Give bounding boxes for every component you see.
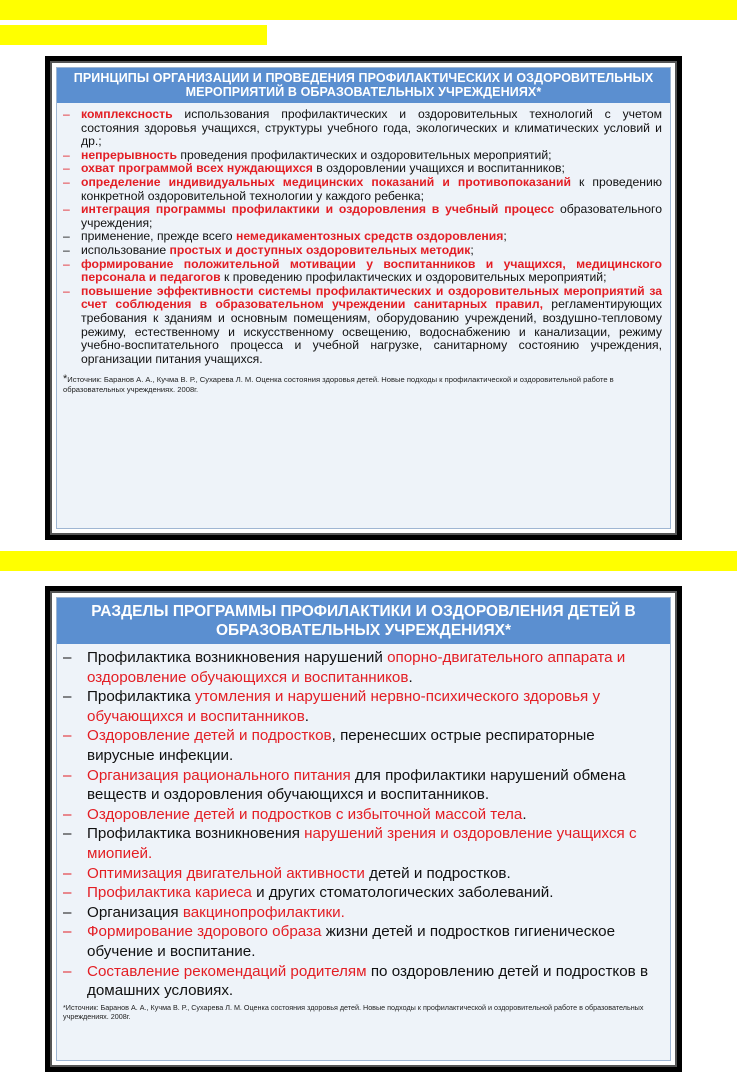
list-dash: – (63, 903, 72, 921)
principles-list (57, 103, 670, 366)
item-text: Профилактика (87, 688, 195, 706)
slide-principles-body (56, 67, 671, 529)
highlighted-text: вакцинопрофилактики. (182, 903, 345, 921)
item-text: к проведению конкретной оздоровительной технологии у каждого ребенка; (81, 174, 662, 203)
principles-source-text: Источник: Баранов А. А., Кучма В. Р., Сухарева Л. М. Оценка состояния здоровья детей. Новые подходы к профилактической и оздоровительной работе в образовательных учреждениях. 2008г. (63, 375, 614, 395)
program-sections-source: *Источник: Баранов А. А., Кучма В. Р., Сухарева Л. М. Оценка состояния здоровья детей. Новые подходы к профилактической и оздоровительной работе в образовательных учреждениях. 2008г. (63, 1002, 644, 1021)
program-section-item (63, 962, 662, 1001)
program-section-item (63, 726, 662, 765)
highlighted-text: формирование положительной мотивации у воспитанников и учащихся, медицинского персонала и педагогов (81, 256, 662, 285)
item-text: Профилактика возникновения (87, 825, 305, 843)
highlighted-text: интеграция программы профилактики и оздоровления в учебный процесс (81, 202, 555, 217)
item-text: . (304, 707, 309, 725)
highlighted-text: немедикаментозных средств оздоровления (235, 229, 504, 244)
list-dash: – (63, 805, 72, 823)
item-text: для профилактики нарушений обмена веществ и оздоровления обучающихся и воспитанников. (87, 766, 626, 804)
item-text: по оздоровлению детей и подростков в домашних условиях. (87, 962, 649, 1000)
list-dash: – (63, 147, 70, 162)
program-section-item (63, 687, 662, 726)
list-dash: – (63, 107, 70, 121)
item-text: ; (503, 229, 507, 244)
list-dash: – (63, 864, 72, 882)
item-text: , перенесших острые респираторные вирусные инфекции. (87, 727, 595, 764)
highlight-bar-top (0, 0, 737, 20)
highlighted-text: нарушений зрения и оздоровление учащихся с миопией. (87, 825, 637, 862)
principle-item (63, 162, 662, 176)
program-section-item (63, 864, 662, 884)
highlighted-text: Оздоровление детей и подростков (87, 727, 332, 745)
item-text: к проведению профилактических и оздоровительных мероприятий; (220, 270, 607, 285)
list-dash: – (63, 825, 72, 843)
principle-item (63, 258, 662, 285)
program-sections-list (57, 644, 670, 1001)
highlighted-text: Организация рационального питания (87, 766, 351, 784)
list-dash: – (63, 161, 70, 176)
item-text: и других стоматологических заболеваний. (251, 884, 554, 902)
principle-item (63, 149, 662, 163)
principles-source (57, 366, 670, 395)
program-section-item (63, 883, 662, 903)
program-section-item (63, 648, 662, 687)
slide-principles (45, 56, 682, 540)
highlight-bar-top-short (0, 25, 267, 45)
item-text: использование (81, 242, 170, 257)
list-dash: – (63, 649, 72, 666)
program-section-item (63, 903, 662, 923)
item-text: Профилактика возникновения нарушений (87, 649, 388, 666)
item-text: в оздоровлении учащихся и воспитанников; (312, 161, 565, 176)
principle-item (63, 108, 662, 149)
highlighted-text: повышение эффективности системы профилактических и оздоровительных мероприятий за счет соблюдения в образовательном учреждении санитарных правил, (81, 283, 662, 312)
item-text: жизни детей и подростков гигиеническое обучение и воспитание. (87, 923, 616, 960)
list-dash: – (63, 884, 72, 902)
highlighted-text: непрерывность (81, 147, 177, 162)
principle-item (63, 203, 662, 230)
program-section-item (63, 824, 662, 863)
slide-program-sections-title: РАЗДЕЛЫ ПРОГРАММЫ ПРОФИЛАКТИКИ И ОЗДОРОВЛЕНИЯ ДЕТЕЙ В ОБРАЗОВАТЕЛЬНЫХ УЧРЕЖДЕНИЯХ* (57, 598, 670, 644)
slide-principles-title: ПРИНЦИПЫ ОРГАНИЗАЦИИ И ПРОВЕДЕНИЯ ПРОФИЛАКТИЧЕСКИХ И ОЗДОРОВИТЕЛЬНЫХ МЕРОПРИЯТИЙ В ОБРАЗОВАТЕЛЬНЫХ УЧРЕЖДЕНИЯХ* (57, 68, 670, 103)
highlight-bar-middle (0, 551, 737, 571)
highlighted-text: Оздоровление детей и подростков с избыточной массой тела (87, 805, 523, 823)
list-dash: – (63, 923, 72, 941)
list-dash: – (63, 688, 72, 706)
highlighted-text: Профилактика кариеса (87, 884, 252, 902)
principle-item (63, 244, 662, 258)
item-text: образовательного учреждения; (81, 202, 662, 230)
highlighted-text: утомления и нарушений нервно-психического здоровья у обучающихся и воспитанников (87, 688, 601, 725)
highlighted-text: опорно-двигательного аппарата и оздоровление обучающихся и воспитанников (87, 649, 626, 686)
program-section-item (63, 922, 662, 961)
list-dash: – (63, 202, 70, 217)
item-text: ; (470, 242, 474, 257)
item-text: детей и подростков. (364, 864, 511, 882)
item-text: проведения профилактических и оздоровительных мероприятий; (176, 147, 552, 162)
item-text: Организация (87, 903, 183, 921)
source-asterisk: * (63, 373, 68, 386)
program-section-item (63, 805, 662, 825)
principle-item (63, 285, 662, 367)
list-dash: – (63, 727, 72, 745)
item-text: использования профилактических и оздоровительных технологий с учетом состояния здоровья учащихся, структуры учебного года, экологических и климатических условий и др.; (81, 107, 662, 149)
item-text: регламентирующих требования к зданиям и основным помещениям, оборудованию учреждений, воздушно-тепловому режиму, естественному и искусственному освещению, водоснабжению и канализации, режиму учебно-воспитательного процесса и учебной нагрузке, санитарному состоянию учреждения, организации питания учащихся. (81, 297, 662, 366)
item-text: . (408, 668, 413, 686)
highlighted-text: Оптимизация двигательной активности (87, 864, 365, 882)
list-dash: – (63, 242, 70, 257)
list-dash: – (63, 962, 72, 980)
highlighted-text: определение индивидуальных медицинских показаний и противопоказаний (81, 174, 571, 189)
highlighted-text: простых и доступных оздоровительных методик (169, 242, 471, 257)
highlighted-text: Формирование здорового образа (87, 923, 322, 941)
highlighted-text: комплексность (81, 107, 173, 121)
highlighted-text: охват программой всех нуждающихся (81, 161, 313, 176)
slide-program-sections-body (56, 597, 671, 1061)
highlighted-text: Составление рекомендаций родителям (87, 962, 367, 980)
item-text: применение, прежде всего (81, 229, 236, 244)
list-dash: – (63, 256, 70, 271)
list-dash: – (63, 283, 70, 298)
program-section-item (63, 766, 662, 805)
list-dash: – (63, 229, 70, 244)
list-dash: – (63, 174, 70, 189)
principle-item (63, 230, 662, 244)
principle-item (63, 176, 662, 203)
slide-program-sections (45, 586, 682, 1072)
list-dash: – (63, 766, 72, 784)
item-text: . (522, 805, 527, 823)
